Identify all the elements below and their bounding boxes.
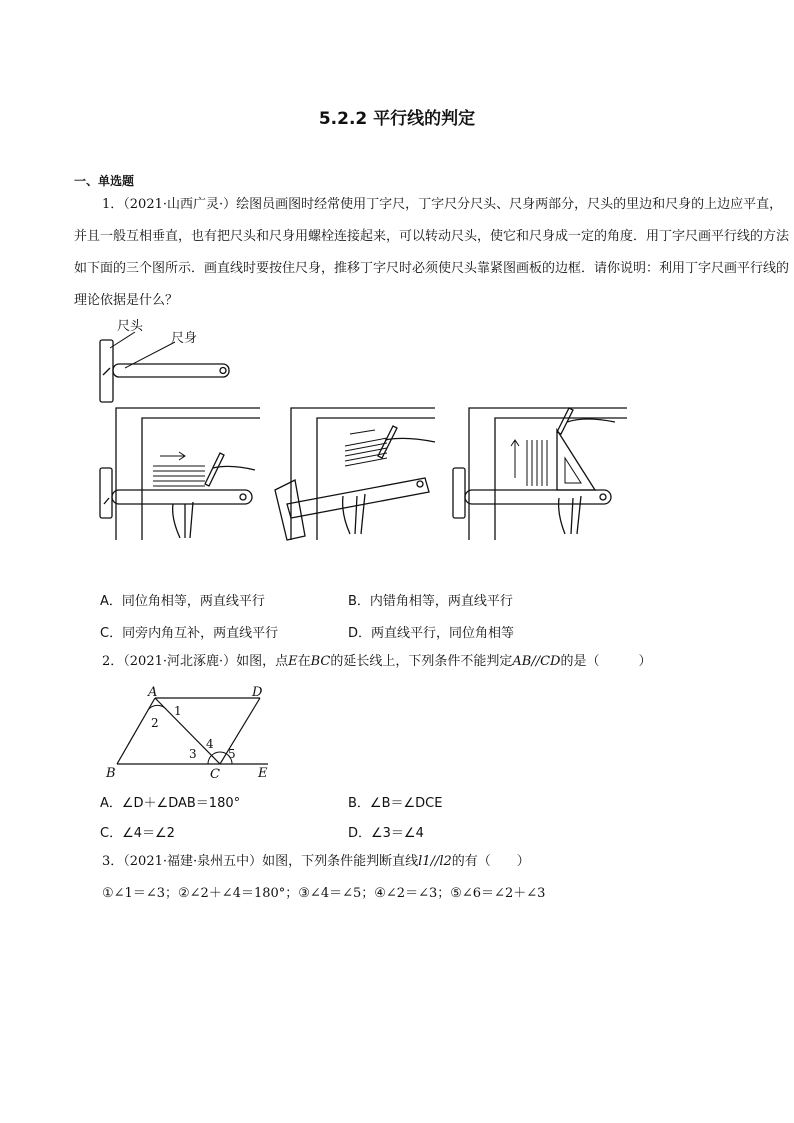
q2-option-a[interactable]: A．∠D＋∠DAB＝180° bbox=[100, 796, 241, 811]
q1-option-b[interactable]: B．内错角相等，两直线平行 bbox=[348, 594, 513, 609]
label-a: A bbox=[148, 685, 158, 700]
q1-option-d[interactable]: D．两直线平行，同位角相等 bbox=[348, 626, 515, 641]
q2-option-c[interactable]: C．∠4＝∠2 bbox=[100, 826, 175, 841]
label-e: E bbox=[258, 766, 268, 781]
angle-3: 3 bbox=[189, 747, 197, 761]
q2-option-b[interactable]: B．∠B＝∠DCE bbox=[348, 796, 443, 811]
question-3-text: 3．（2021·福建·泉州五中）如图，下列条件能判断直线l1//l2的有（ ） bbox=[102, 854, 530, 869]
question-3-conditions: ①∠1＝∠3；②∠2＋∠4＝180°；③∠4＝∠5；④∠2＝∠3；⑤∠6＝∠2＋∠3 bbox=[102, 886, 546, 901]
section-heading: 一、单选题 bbox=[74, 174, 135, 188]
question-1-text: 1．（2021·山西广灵·）绘图员画图时经常使用丁字尺，丁字尺分尺头、尺身两部分，尺头的里边和尺身的上边应平直，并且一般互相垂直，也有把尺头和尺身用螺栓连接起来，可以转动尺头，使它和尺身成一定的角度．用丁字尺画平行线的方法如下面的三个图所示．画直线时要按住尺身，推移丁字尺时必须使尺头靠紧图画板的边框．请你说明：利用丁字尺画平行线的理论依据是什么？ bbox=[74, 197, 790, 308]
q1-option-c[interactable]: C．同旁内角互补，两直线平行 bbox=[100, 626, 279, 641]
q1-option-a[interactable]: A．同位角相等，两直线平行 bbox=[100, 594, 265, 609]
angle-4: 4 bbox=[206, 737, 214, 751]
page-title: 5.2.2 平行线的判定 bbox=[318, 109, 476, 129]
t-square-figure bbox=[95, 318, 635, 548]
label-c: C bbox=[210, 767, 220, 782]
angle-5: 5 bbox=[228, 747, 236, 761]
question-2-text: 2．（2021·河北涿鹿·）如图，点E在BC的延长线上，下列条件不能判定AB//CD的是（ ） bbox=[102, 654, 652, 669]
parallelogram-figure bbox=[100, 682, 280, 782]
q2-option-d[interactable]: D．∠3＝∠4 bbox=[348, 826, 424, 841]
drawing-board-2 bbox=[275, 408, 435, 540]
label-body: 尺身 bbox=[171, 331, 198, 346]
t-square-diagram bbox=[100, 332, 229, 402]
drawing-board-1 bbox=[100, 408, 260, 540]
angle-1: 1 bbox=[174, 704, 182, 718]
label-head: 尺头 bbox=[117, 319, 144, 334]
label-b: B bbox=[106, 766, 116, 781]
label-d: D bbox=[252, 685, 263, 700]
angle-2: 2 bbox=[151, 716, 159, 730]
drawing-board-3 bbox=[453, 408, 627, 540]
